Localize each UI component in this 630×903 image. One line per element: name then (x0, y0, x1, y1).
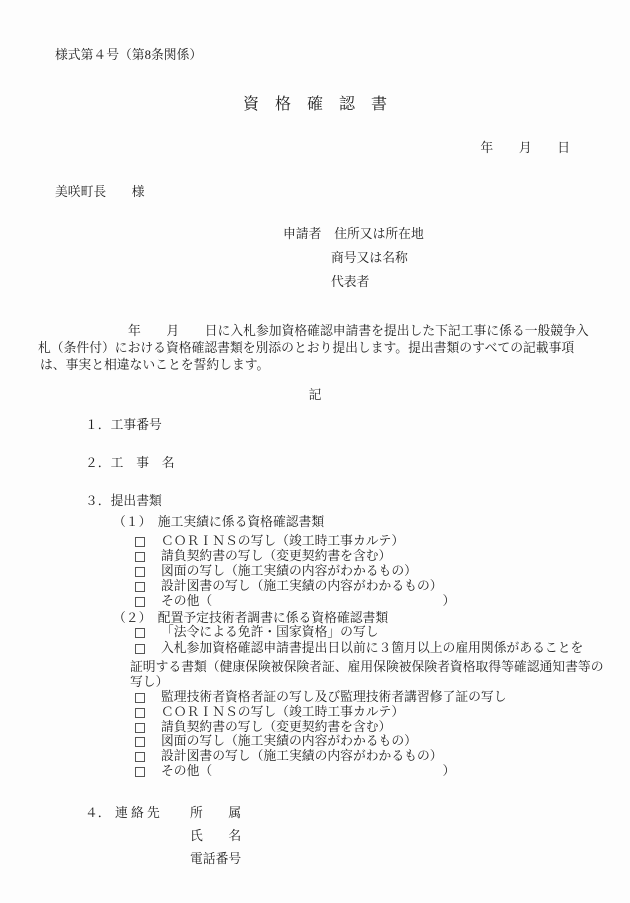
checkbox-item (135, 764, 455, 779)
checkbox-label: 監理技術者資格者証の写し及び監理技術者講習修了証の写し (161, 690, 507, 704)
checkbox-icon[interactable] (135, 752, 145, 762)
section-2-heading: ２．工 事 名 (85, 456, 175, 470)
contact-name-label: 氏 名 (190, 829, 242, 843)
form-number: 様式第４号（第8条関係） (55, 48, 203, 62)
checkbox-item (135, 594, 455, 609)
checkbox-label: 請負契約書の写し（変更契約書を含む） (161, 720, 392, 734)
addressee: 美咲町長 様 (55, 185, 145, 199)
section-1-heading: １．工事番号 (85, 418, 162, 432)
subsection-2-heading: （２） 配置予定技術者調書に係る資格確認書類 (113, 611, 389, 625)
contact-phone-label: 電話番号 (190, 852, 242, 866)
checkbox-icon[interactable] (135, 644, 145, 654)
checkbox-item (135, 549, 391, 564)
checkbox-label-continuation: 写し） (130, 675, 169, 689)
pledge-line-3: は、事実と相違ないことを誓約します。 (40, 358, 270, 372)
checkbox-label: 請負契約書の写し（変更契約書を含む） (161, 549, 392, 563)
checkbox-icon[interactable] (135, 537, 145, 547)
checkbox-icon[interactable] (135, 597, 145, 607)
contact-department-label: 所 属 (190, 806, 242, 820)
checkbox-item (135, 564, 417, 579)
checkbox-item (135, 579, 443, 594)
checkbox-label: 設計図書の写し（施工実績の内容がわかるもの） (161, 749, 443, 763)
section-4-heading: 連 絡 先 (115, 806, 160, 820)
checkbox-label: ＣＯＲＩＮＳの写し（竣工時工事カルテ） (161, 534, 405, 548)
applicant-company-label: 商号又は名称 (331, 251, 408, 265)
checkbox-label: 図面の写し（施工実績の内容がわかるもの） (161, 734, 417, 748)
checkbox-item (135, 534, 404, 549)
checkbox-label: 図面の写し（施工実績の内容がわかるもの） (161, 564, 417, 578)
checkbox-item (135, 720, 391, 735)
checkbox-icon[interactable] (135, 737, 145, 747)
checkbox-icon[interactable] (135, 552, 145, 562)
checkbox-label: その他（ ） (161, 764, 456, 778)
notice-marker: 記 (308, 388, 322, 402)
section-4-number: ４． (85, 806, 111, 820)
checkbox-item (135, 734, 417, 749)
checkbox-icon[interactable] (135, 582, 145, 592)
checkbox-icon[interactable] (135, 723, 145, 733)
checkbox-item (135, 705, 404, 720)
checkbox-icon[interactable] (135, 567, 145, 577)
pledge-line-1: 年 月 日に入札参加資格確認申請書を提出した下記工事に係る一般競争入 (128, 324, 589, 338)
checkbox-label: 「法令による免許・国家資格」の写し (161, 625, 379, 639)
checkbox-label: ＣＯＲＩＮＳの写し（竣工時工事カルテ） (161, 705, 405, 719)
checkbox-item (135, 641, 583, 656)
checkbox-label-continuation: 証明する書類（健康保険被保険者証、雇用保険被保険者資格取得等確認通知書等の (130, 660, 604, 674)
checkbox-label: 設計図書の写し（施工実績の内容がわかるもの） (161, 579, 443, 593)
applicant-representative-label: 代表者 (331, 275, 370, 289)
pledge-line-2: 札（条件付）における資格確認書類を別添のとおり提出します。提出書類のすべての記載事項 (38, 341, 575, 355)
checkbox-icon[interactable] (135, 767, 145, 777)
checkbox-item (135, 690, 507, 705)
date-line: 年 月 日 (480, 141, 570, 155)
checkbox-icon[interactable] (135, 708, 145, 718)
section-3-heading: ３．提出書類 (85, 494, 162, 508)
checkbox-item (135, 625, 379, 640)
subsection-1-heading: （１） 施工実績に係る資格確認書類 (113, 515, 325, 529)
document-title: 資 格 確 認 書 (242, 96, 387, 113)
checkbox-label: 入札参加資格確認申請書提出日以前に３箇月以上の雇用関係があることを (161, 641, 584, 655)
checkbox-icon[interactable] (135, 693, 145, 703)
checkbox-label: その他（ ） (161, 594, 456, 608)
checkbox-icon[interactable] (135, 628, 145, 638)
applicant-address-label: 申請者 住所又は所在地 (283, 227, 424, 241)
checkbox-item (135, 749, 443, 764)
